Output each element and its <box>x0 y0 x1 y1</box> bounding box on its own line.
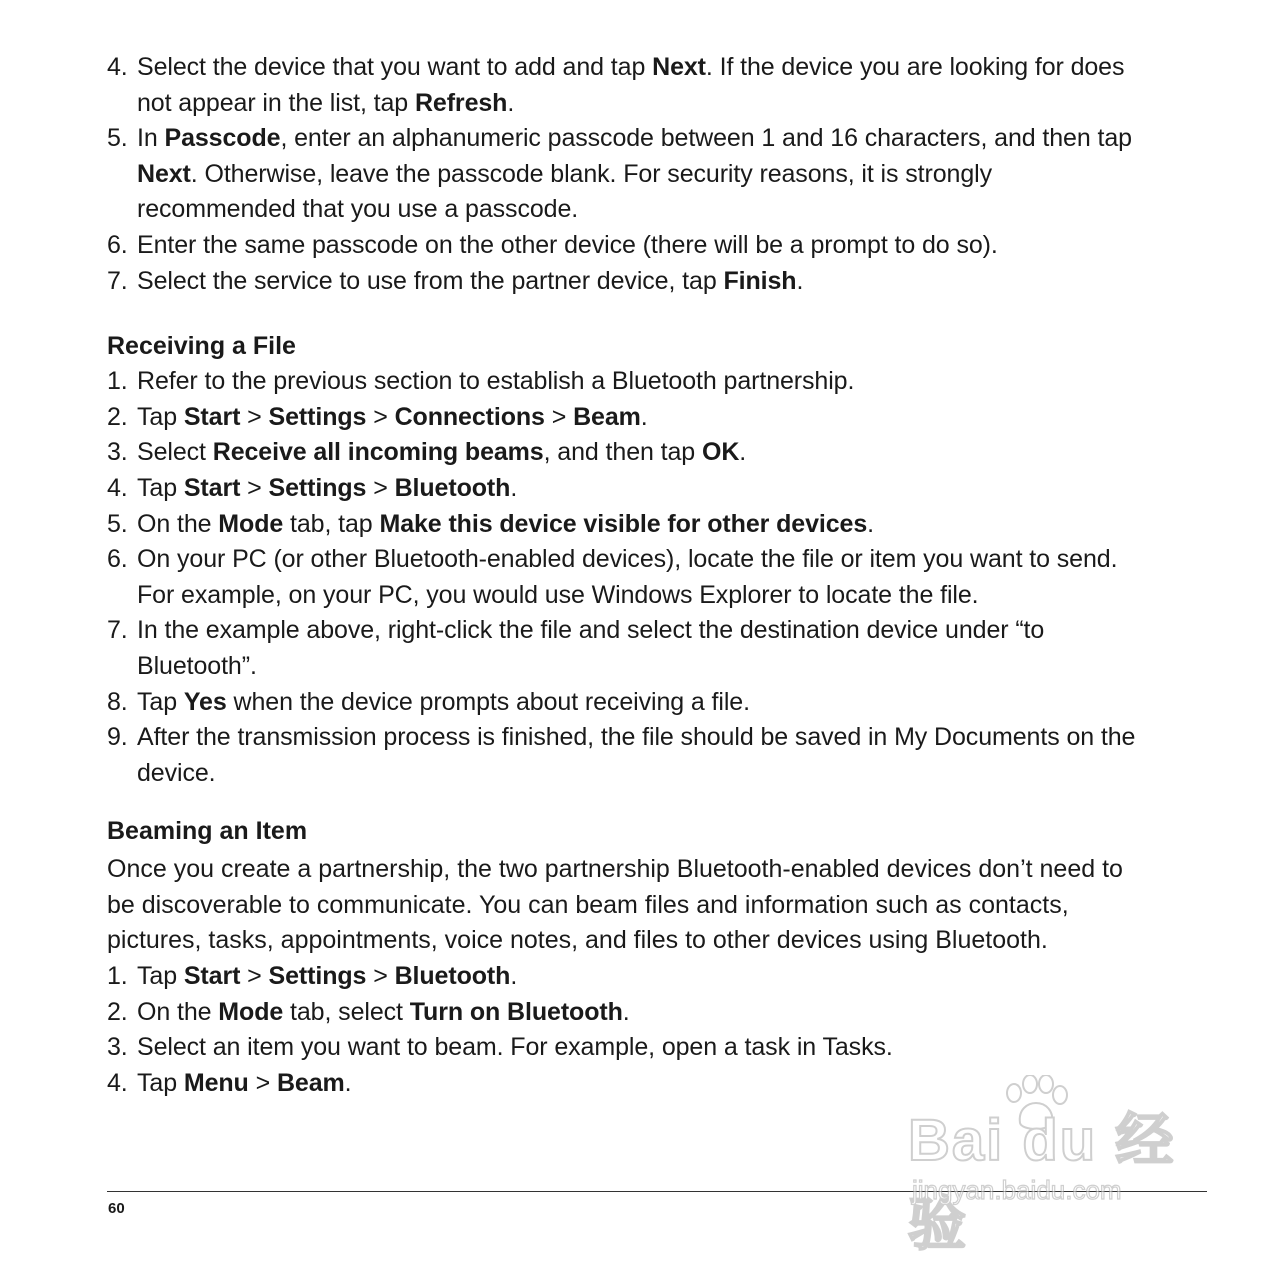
step-text-run: After the transmission process is finished, the file should be saved in My Documents on the device. <box>137 723 1136 787</box>
step-text-run: Tap <box>137 473 184 502</box>
step-text <box>137 545 1117 609</box>
step-number: 7. <box>107 616 128 645</box>
step-bold-term: Start <box>183 962 241 991</box>
step-bold-term: Make this device visible for other devices <box>379 509 868 538</box>
step-item <box>107 507 1147 543</box>
step-text-run: > <box>366 962 395 991</box>
step-text-run: > <box>248 1068 277 1097</box>
step-text-run: > <box>240 473 269 502</box>
step-text-run: . <box>640 402 648 431</box>
step-number: 4. <box>107 473 128 502</box>
step-text-run: . If the device you are looking for does not appear in the list, tap <box>137 53 1125 117</box>
step-item <box>107 121 1147 228</box>
step-text <box>137 438 746 466</box>
section1-steps <box>107 50 1147 299</box>
step-number: 1. <box>107 962 128 991</box>
step-bold-term: Passcode <box>164 124 281 153</box>
step-number: 3. <box>107 438 128 467</box>
step-bold-term: Mode <box>218 509 284 538</box>
step-text-run: On the <box>137 509 219 538</box>
step-item <box>107 542 1147 613</box>
document-page <box>107 50 1147 1101</box>
step-text-run: > <box>544 402 574 431</box>
step-text <box>137 367 854 395</box>
heading-receiving-a-file: Receiving a File <box>107 332 296 361</box>
step-text-run: On your PC (or other Bluetooth-enabled devices), locate the file or item you want to send. For example, on your PC, you would use Windows Explorer to locate the file. <box>137 545 1118 609</box>
step-bold-term: Next <box>652 53 706 81</box>
page-number: 60 <box>108 1200 125 1217</box>
step-text-run: Tap <box>137 962 184 991</box>
step-text-run: > <box>240 962 269 991</box>
step-number: 8. <box>107 687 128 716</box>
step-item <box>107 995 1147 1031</box>
step-text-run: . <box>867 509 874 538</box>
step-number: 2. <box>107 402 128 431</box>
step-bold-term: Settings <box>268 473 367 502</box>
step-bold-term: Connections <box>394 402 545 431</box>
step-item <box>107 720 1147 791</box>
step-text-run: , enter an alphanumeric passcode between 1 and 16 characters, and then tap <box>280 124 1132 153</box>
step-item <box>107 1030 1147 1066</box>
step-text <box>137 616 1044 680</box>
step-bold-term: Bluetooth <box>394 962 511 991</box>
step-bold-term: Mode <box>218 997 284 1026</box>
baidu-watermark <box>900 1075 1210 1257</box>
step-bold-term: Start <box>183 402 241 431</box>
step-bold-term: Beam <box>573 402 641 431</box>
step-text-run: Tap <box>137 687 184 716</box>
step-item <box>107 959 1147 995</box>
step-text-run: . Otherwise, leave the passcode blank. For security reasons, it is strongly recommended that you use a passcode. <box>137 159 992 224</box>
step-bold-term: Finish <box>723 266 797 295</box>
beaming-paragraph: Once you create a partnership, the two partnership Bluetooth-enabled devices don’t need to be discoverable to communicate. You can beam files and information such as contacts, pictures, tasks, appointments, voice notes, and files to other devices using Bluetooth. <box>107 855 1123 955</box>
step-item <box>107 471 1147 507</box>
step-text <box>137 231 998 259</box>
step-text <box>137 962 517 990</box>
step-text-run: Enter the same passcode on the other device (there will be a prompt to do so). <box>137 230 998 259</box>
watermark-brand: Bai du 经验 <box>908 1108 1176 1257</box>
step-text-run: Tap <box>137 1068 184 1097</box>
step-bold-term: Settings <box>268 402 367 431</box>
section2-steps <box>107 364 1147 791</box>
step-text <box>137 1033 893 1061</box>
step-text-run: > <box>366 402 395 431</box>
step-text-run: On the <box>137 997 219 1026</box>
step-text-run: Select the service to use from the partner device, tap <box>137 266 724 295</box>
step-bold-term: Yes <box>183 687 227 716</box>
step-text-run: Tap <box>137 402 184 431</box>
step-number: 6. <box>107 230 128 259</box>
step-text <box>137 53 1124 117</box>
step-text <box>137 998 630 1026</box>
step-bold-term: Next <box>137 159 191 188</box>
step-text <box>137 124 1132 223</box>
step-text-run: > <box>366 473 395 502</box>
step-text-run: tab, tap <box>283 509 380 538</box>
step-text-run: Refer to the previous section to establish a Bluetooth partnership. <box>137 367 855 396</box>
step-item <box>107 228 1147 264</box>
step-text-run: Select the device that you want to add and tap <box>137 53 653 81</box>
step-text-run: , and then tap <box>543 438 702 467</box>
step-bold-term: Bluetooth <box>394 473 511 502</box>
step-text <box>137 723 1135 787</box>
step-number: 5. <box>107 509 128 538</box>
step-number: 6. <box>107 545 128 574</box>
step-bold-term: Start <box>183 473 241 502</box>
step-text-run: In <box>137 124 165 153</box>
step-text <box>137 403 648 431</box>
step-number: 9. <box>107 723 128 752</box>
step-text-run: . <box>510 962 518 991</box>
step-text-run: tab, select <box>283 997 410 1026</box>
step-item <box>107 50 1147 121</box>
step-item <box>107 435 1147 471</box>
step-number: 7. <box>107 266 128 295</box>
step-text <box>137 1069 352 1097</box>
step-bold-term: Refresh <box>414 88 508 117</box>
step-item <box>107 613 1147 684</box>
step-text-run: > <box>240 402 269 431</box>
step-text-run: In the example above, right-click the file and select the destination device under “to Bluetooth”. <box>137 616 1045 680</box>
step-text <box>137 510 874 538</box>
step-number: 4. <box>107 1068 128 1097</box>
step-text-run: . <box>507 88 515 117</box>
step-text-run: . <box>622 997 630 1026</box>
step-number: 4. <box>107 53 128 81</box>
step-text <box>137 267 803 295</box>
step-text-run: Select <box>137 438 213 467</box>
step-number: 3. <box>107 1033 128 1062</box>
step-number: 1. <box>107 367 128 396</box>
step-number: 5. <box>107 124 128 153</box>
step-text-run: . <box>510 473 518 502</box>
step-text-run: Select an item you want to beam. For example, open a task in Tasks. <box>137 1033 893 1062</box>
heading-beaming-an-item: Beaming an Item <box>107 817 308 846</box>
step-text-run: when the device prompts about receiving a file. <box>226 687 750 716</box>
step-bold-term: Menu <box>183 1068 249 1097</box>
step-bold-term: Beam <box>276 1068 345 1097</box>
step-bold-term: OK <box>701 438 740 467</box>
step-bold-term: Turn on Bluetooth <box>409 997 623 1026</box>
step-text-run: . <box>739 438 747 467</box>
step-text <box>137 688 750 716</box>
step-bold-term: Receive all incoming beams <box>212 438 544 467</box>
step-text-run: . <box>796 266 804 295</box>
step-item <box>107 685 1147 721</box>
step-item <box>107 364 1147 400</box>
step-bold-term: Settings <box>268 962 367 991</box>
step-number: 2. <box>107 997 128 1026</box>
step-item <box>107 264 1147 300</box>
watermark-url: jingyan.baidu.com <box>912 1175 1122 1205</box>
step-item <box>107 400 1147 436</box>
step-text <box>137 474 517 502</box>
step-text-run: . <box>344 1068 352 1097</box>
